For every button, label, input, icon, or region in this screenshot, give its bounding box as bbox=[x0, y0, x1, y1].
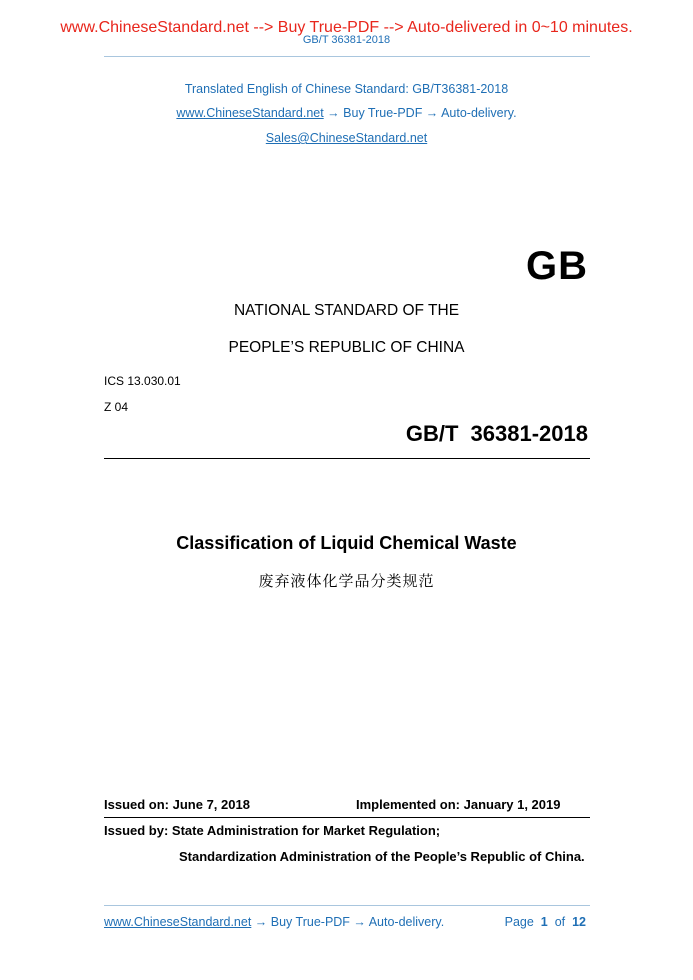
page-number: 1 bbox=[540, 915, 548, 929]
top-banner[interactable]: www.ChineseStandard.net --> Buy True-PDF --> Auto-delivered in 0~10 minutes. bbox=[60, 19, 633, 36]
footer-divider bbox=[104, 905, 590, 906]
page-label: Page bbox=[504, 915, 534, 929]
issue-rule bbox=[104, 817, 590, 818]
issuer-second: Standardization Administration of the People’s Republic of China. bbox=[179, 849, 585, 864]
title-english: Classification of Liquid Chemical Waste bbox=[176, 533, 517, 553]
promo-line bbox=[0, 106, 693, 120]
classification-code: Z 04 bbox=[104, 400, 129, 414]
header-standard-code: GB/T 36381-2018 bbox=[302, 34, 391, 46]
site-link[interactable]: www.ChineseStandard.net bbox=[176, 106, 324, 120]
promo-rest: → Buy True-PDF → Auto-delivery. bbox=[323, 106, 517, 120]
issued-by: Issued by: State Administration for Market Regulation; bbox=[104, 823, 441, 838]
national-standard-line2: PEOPLE’S REPUBLIC OF CHINA bbox=[228, 339, 465, 356]
implemented-on: Implemented on: January 1, 2019 bbox=[356, 797, 561, 812]
footer-promo-rest: → Buy True-PDF → Auto-delivery. bbox=[251, 915, 445, 929]
gb-mark: GB bbox=[526, 244, 588, 288]
email-line bbox=[0, 131, 693, 145]
email-link[interactable]: Sales@ChineseStandard.net bbox=[265, 131, 428, 145]
standard-number-rule bbox=[104, 458, 590, 459]
footer-promo bbox=[104, 915, 444, 929]
footer-site-link[interactable]: www.ChineseStandard.net bbox=[104, 915, 252, 929]
translation-note: Translated English of Chinese Standard: GB/T36381-2018 bbox=[184, 82, 509, 96]
standard-number: GB/T 36381-2018 bbox=[405, 421, 588, 446]
title-chinese: 废弃液体化学品分类规范 bbox=[258, 573, 435, 590]
of-label: of bbox=[554, 915, 566, 929]
total-pages: 12 bbox=[572, 915, 586, 929]
issued-on: Issued on: June 7, 2018 bbox=[104, 797, 250, 812]
ics-code: ICS 13.030.01 bbox=[104, 374, 181, 388]
header-divider bbox=[104, 56, 590, 57]
page-indicator bbox=[505, 915, 586, 929]
national-standard-line1: NATIONAL STANDARD OF THE bbox=[233, 302, 460, 319]
